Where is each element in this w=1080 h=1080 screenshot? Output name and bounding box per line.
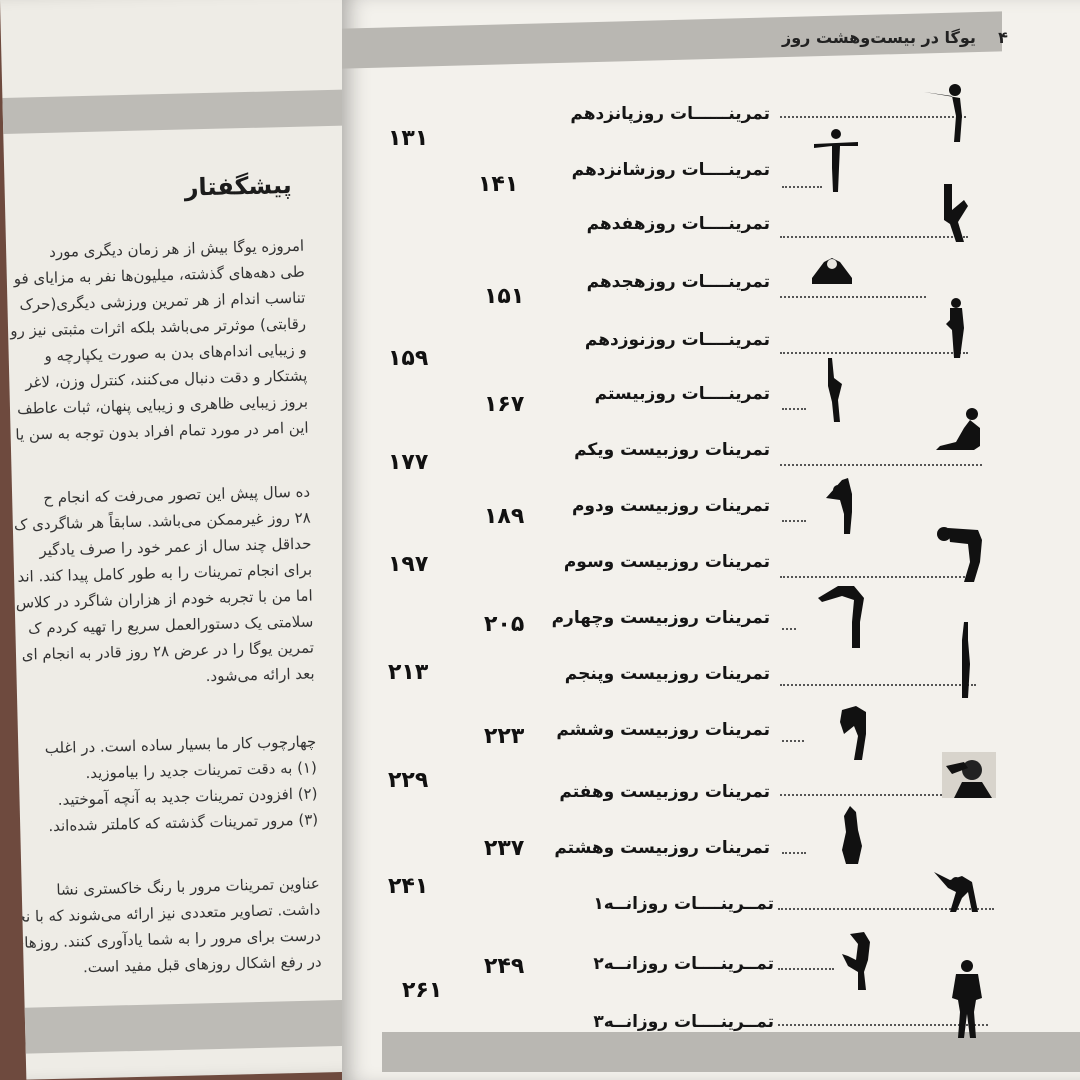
toc-page-number: ۱۴۱: [478, 172, 519, 197]
toc-leader-dots: [780, 352, 968, 354]
text-line: حداقل چند سال از عمر خود را صرف یادگیر: [39, 534, 312, 560]
yoga-figure-icon: [938, 180, 974, 246]
yoga-figure-icon: [932, 868, 986, 916]
toc-entry-title: تمــرینــــات روزانــه۲: [593, 954, 774, 974]
toc-page-number: ۲۲۳: [484, 724, 525, 749]
text-line: بروز زیبایی ظاهری و زیبایی پنهان، ثبات عاطف: [16, 392, 309, 418]
header-page-number: ۴: [998, 28, 1008, 47]
toc-leader-dots: [782, 740, 804, 742]
toc-entry-title: تمرینات روزبیست ودوم: [571, 496, 770, 516]
toc-page-number: ۱۸۹: [484, 504, 525, 529]
toc-entry-title: تمــرینــــات روزانــه۳: [593, 1012, 774, 1032]
toc-leader-dots: [782, 852, 806, 854]
toc-entry-title: تمرینات روزبیست وهشتم: [554, 838, 770, 858]
toc-entry-title: تمرینات روزبیست وششم: [556, 720, 770, 740]
yoga-figure-icon: [836, 804, 868, 868]
toc-leader-dots: [782, 520, 806, 522]
text-line: (۲) افزودن تمرینات جدید به آنچه آموختید.: [57, 784, 318, 809]
toc-entry-title: تمرینــــات روزهفدهم: [586, 214, 770, 234]
toc-page-number: ۱۶۷: [484, 392, 525, 417]
text-line: تناسب اندام از هر تمرین ورزشی دیگری(حرک: [19, 288, 306, 314]
toc-leader-dots: [780, 464, 982, 466]
text-line: این امر در مورد تمام افراد بدون توجه به سن یا: [15, 418, 309, 444]
toc-entry-title: تمــرینــــات روزانــه۱: [593, 894, 774, 914]
text-line: ۲۸ روز غیرممکن می‌باشد. سابقاً هر شاگردی ک: [13, 508, 311, 534]
text-line: ده سال پیش این تصور می‌رفت که انجام ح: [43, 482, 311, 508]
yoga-figure-icon: [934, 406, 990, 456]
yoga-figure-icon: [942, 752, 996, 798]
yoga-figure-icon: [810, 252, 854, 286]
toc-page-number: ۲۶۱: [402, 978, 443, 1003]
preface-paragraph-2: [0, 479, 315, 696]
toc-page-number: ۲۴۱: [388, 874, 429, 899]
yoga-figure-icon: [836, 930, 876, 994]
text-line: درست برای مرور را به شما یادآوری کنند. روزهای: [12, 926, 322, 952]
text-line: (۱) به دقت تمرینات جدید را بیاموزید.: [85, 758, 318, 783]
text-line: و زیبایی اندام‌های بدن به صورت یکپارچه و: [44, 340, 307, 366]
toc-entry-title: تمرینــــات روزهجدهم: [586, 272, 770, 292]
text-line: تمرین یوگا را در عرض ۲۸ روز قادر به انجام ای: [21, 638, 315, 664]
text-line: عناوین تمرینات مرور با رنگ خاکستری نشا: [56, 874, 320, 899]
yoga-figure-icon: [812, 128, 862, 194]
toc-page-number: ۱۵۱: [484, 284, 525, 309]
top-gray-band: [2, 90, 348, 134]
toc-leader-dots: [780, 296, 926, 298]
toc-page-number: ۱۹۷: [388, 552, 429, 577]
yoga-figure-icon: [814, 582, 874, 650]
toc-page-number: ۱۳۱: [388, 126, 429, 151]
toc-entry-title: تمرینات روزبیست وسوم: [563, 552, 770, 572]
toc-entry-title: تمرینــــات روزنوزدهم: [584, 330, 770, 350]
text-line: بعد ارائه می‌شود.: [205, 664, 315, 686]
yoga-figure-icon: [954, 620, 978, 700]
text-line: (۳) مرور تمرینات گذشته که کاملتر شده‌اند.: [48, 810, 319, 836]
toc-entry-title: تمرینات روزبیست وپنجم: [564, 664, 770, 684]
text-line: پشتکار و دقت دنبال می‌کنند، کنترل وزن، لاغر: [25, 366, 308, 392]
toc-leader-dots: [778, 968, 834, 970]
yoga-figure-icon: [822, 470, 866, 536]
yoga-figure-icon: [948, 958, 986, 1040]
text-line: اما من با تجربه خودم از هزاران شاگرد در کلاس: [15, 586, 313, 612]
text-line: برای انجام تمرینات را به طور کامل پیدا کند. اند: [17, 560, 313, 586]
preface-paragraph-4: [0, 870, 322, 983]
toc-entry-title: تمرینات روزبیست وچهارم: [551, 608, 770, 628]
toc-leader-dots: [782, 408, 806, 410]
toc-page-number: ۲۲۹: [388, 768, 429, 793]
toc-page-number: ۲۰۵: [484, 612, 525, 637]
preface-paragraph-3: [0, 728, 318, 841]
toc-entry-title: تمرینــــات روزبیستم: [594, 384, 770, 404]
preface-title: پیشگفتار: [184, 170, 293, 202]
text-line: در رفع اشکال روزهای قبل مفید است.: [82, 952, 322, 977]
yoga-figure-icon: [922, 80, 982, 146]
text-line: طی دهه‌های گذشته، میلیون‌ها نفر به مزایای فو: [13, 262, 305, 288]
text-line: امروزه یوگا بیش از هر زمان دیگری مورد: [48, 236, 305, 261]
bottom-gray-band: [25, 998, 395, 1054]
toc-page-number: ۱۷۷: [388, 450, 429, 475]
toc-page-number: ۱۵۹: [388, 346, 429, 371]
text-line: چهارچوب کار ما بسیار ساده است. در اغلب: [44, 732, 317, 758]
yoga-figure-icon: [942, 296, 972, 360]
yoga-figure-icon: [836, 704, 870, 764]
toc-page-number: ۲۳۷: [484, 836, 525, 861]
toc-page-number: ۲۴۹: [484, 954, 525, 979]
toc-entry-title: تمرینــــات روزشانزدهم: [571, 160, 770, 180]
right-page: [342, 0, 1080, 1080]
yoga-figure-icon: [822, 356, 852, 424]
text-line: رقابتی) موثرتر می‌باشد بلکه اثرات مثبتی نیز رو: [10, 314, 307, 340]
running-header: [782, 28, 1008, 47]
toc-entry-title: تمرینات روزبیست وهفتم: [559, 782, 770, 802]
preface-paragraph-1: [0, 233, 309, 450]
toc-leader-dots: [780, 684, 976, 686]
toc-entry-title: تمرینات روزبیست ویکم: [574, 440, 770, 460]
yoga-figure-icon: [934, 522, 990, 584]
text-line: سلامتی یک دستورالعمل سریع را تهیه کردم ک: [27, 612, 314, 638]
toc-page-number: ۲۱۳: [388, 660, 429, 685]
header-book-title: یوگا در بیست‌وهشت روز: [782, 28, 976, 47]
text-line: داشت. تصاویر متعددی نیز ارائه می‌شوند که با نحو: [8, 900, 321, 927]
toc-entry-title: تمرینــــــات روزپانزدهم: [570, 104, 770, 124]
toc-leader-dots: [782, 628, 796, 630]
left-page: [0, 0, 394, 1080]
